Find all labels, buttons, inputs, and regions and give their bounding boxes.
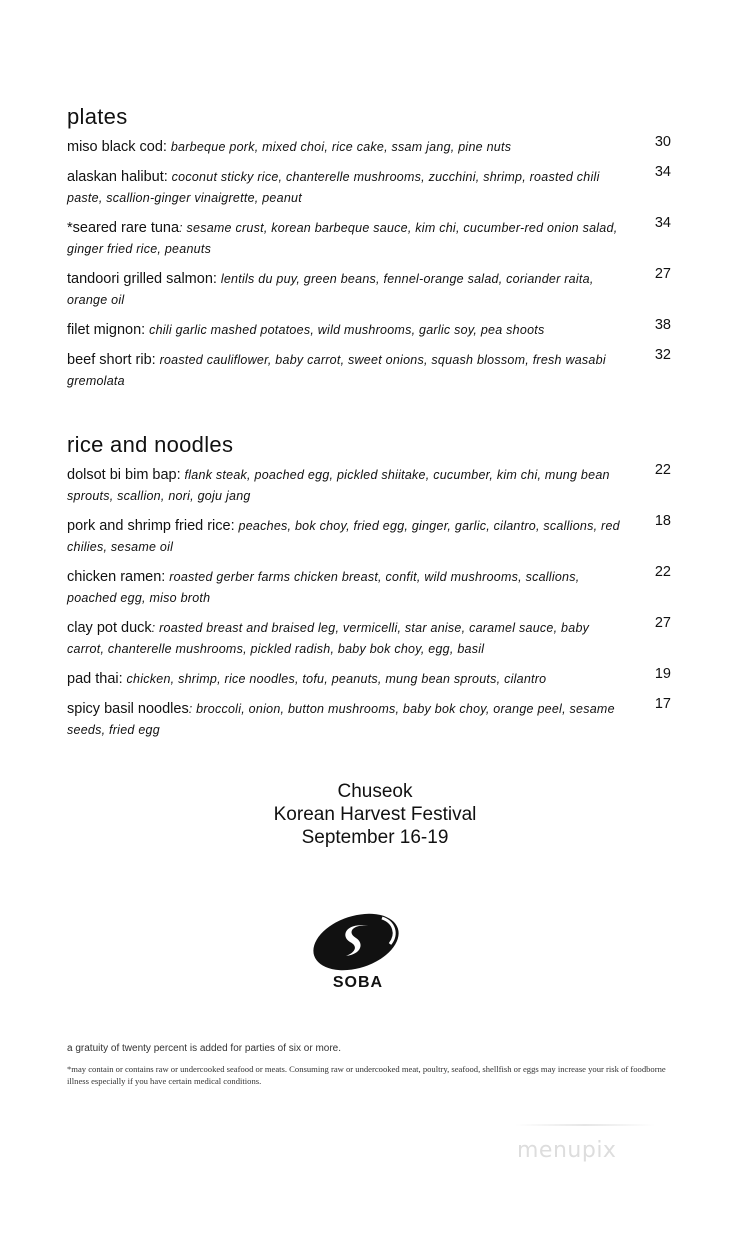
festival-announcement bbox=[0, 780, 750, 849]
fine-print bbox=[67, 1043, 687, 1087]
menu-item bbox=[67, 319, 673, 340]
item-text bbox=[67, 668, 621, 689]
item-price: 22 bbox=[654, 462, 671, 478]
item-text bbox=[67, 566, 621, 608]
item-price: 17 bbox=[654, 696, 671, 712]
item-description: roasted cauliflower, baby carrot, sweet onions, squash blossom, fresh wasabi gremolata bbox=[67, 353, 606, 388]
item-text bbox=[67, 319, 621, 340]
item-price: 27 bbox=[654, 266, 671, 282]
item-text bbox=[67, 217, 621, 259]
item-name: *seared rare tuna bbox=[67, 220, 180, 236]
item-text bbox=[67, 268, 621, 310]
plates-title: plates bbox=[67, 104, 128, 129]
watermark-text: menupix bbox=[517, 1138, 617, 1163]
item-price: 18 bbox=[654, 513, 671, 529]
item-description: : roasted breast and braised leg, vermicelli, star anise, caramel sauce, baby carrot, chanterelle mushrooms, pickled radish, baby bok choy, egg, basil bbox=[67, 621, 590, 656]
menu-item bbox=[67, 617, 673, 659]
item-description: lentils du puy, green beans, fennel-orange salad, coriander raita, orange oil bbox=[67, 272, 594, 307]
plates-section bbox=[67, 104, 673, 400]
item-price: 34 bbox=[654, 164, 671, 180]
item-text bbox=[67, 464, 621, 506]
item-name: beef short rib: bbox=[67, 352, 156, 368]
menu-item bbox=[67, 515, 673, 557]
festival-dates: September 16-19 bbox=[301, 827, 449, 848]
menu-item bbox=[67, 217, 673, 259]
menu-item bbox=[67, 464, 673, 506]
item-description: chicken, shrimp, rice noodles, tofu, peanuts, mung bean sprouts, cilantro bbox=[126, 672, 547, 686]
item-description: : sesame crust, korean barbeque sauce, kim chi, cucumber-red onion salad, ginger fried rice, peanuts bbox=[67, 221, 618, 256]
item-description: peaches, bok choy, fried egg, ginger, garlic, cilantro, scallions, red chilies, sesame oil bbox=[67, 519, 620, 554]
item-name: alaskan halibut: bbox=[67, 169, 168, 185]
item-price: 32 bbox=[654, 347, 671, 363]
rice-noodles-section bbox=[67, 432, 673, 749]
item-price: 34 bbox=[654, 215, 671, 231]
festival-subtitle: Korean Harvest Festival bbox=[273, 804, 477, 825]
item-description: coconut sticky rice, chanterelle mushrooms, zucchini, shrimp, roasted chili paste, scallion-ginger vinaigrette, peanut bbox=[67, 170, 600, 205]
menu-item bbox=[67, 268, 673, 310]
item-text bbox=[67, 349, 621, 391]
item-text bbox=[67, 698, 621, 740]
item-name: spicy basil noodles bbox=[67, 701, 189, 717]
item-name: filet mignon: bbox=[67, 322, 146, 338]
item-description: barbeque pork, mixed choi, rice cake, ssam jang, pine nuts bbox=[170, 140, 512, 154]
menu-item bbox=[67, 166, 673, 208]
item-name: miso black cod: bbox=[67, 139, 167, 155]
item-name: pork and shrimp fried rice: bbox=[67, 518, 235, 534]
rice-noodles-title: rice and noodles bbox=[67, 432, 234, 457]
item-text bbox=[67, 515, 621, 557]
soba-logo bbox=[310, 908, 406, 998]
item-name: tandoori grilled salmon: bbox=[67, 271, 217, 287]
item-price: 30 bbox=[654, 134, 671, 150]
item-description: roasted gerber farms chicken breast, confit, wild mushrooms, scallions, poached egg, miso broth bbox=[67, 570, 580, 605]
menu-item bbox=[67, 136, 673, 157]
gratuity-note: a gratuity of twenty percent is added for parties of six or more. bbox=[67, 1043, 342, 1054]
menu-item bbox=[67, 349, 673, 391]
item-name: pad thai: bbox=[67, 671, 123, 687]
item-text bbox=[67, 166, 621, 208]
menu-item bbox=[67, 668, 673, 689]
health-disclaimer: *may contain or contains raw or undercooked seafood or meats. Consuming raw or undercooked meat, poultry, seafood, shellfish or eggs may increase your risk of foodborne illness especially if you have certain medical conditions. bbox=[67, 1064, 666, 1086]
item-name: chicken ramen: bbox=[67, 569, 166, 585]
item-text bbox=[67, 136, 621, 157]
item-price: 38 bbox=[654, 317, 671, 333]
item-description: flank steak, poached egg, pickled shiitake, cucumber, kim chi, mung bean sprouts, scallion, nori, goju jang bbox=[67, 468, 610, 503]
item-description: chili garlic mashed potatoes, wild mushrooms, garlic soy, pea shoots bbox=[149, 323, 545, 337]
item-price: 19 bbox=[654, 666, 671, 682]
item-name: clay pot duck bbox=[67, 620, 152, 636]
festival-name: Chuseok bbox=[337, 781, 413, 802]
menu-item bbox=[67, 566, 673, 608]
menu-item bbox=[67, 698, 673, 740]
item-price: 22 bbox=[654, 564, 671, 580]
watermark-divider bbox=[515, 1124, 655, 1126]
item-price: 27 bbox=[654, 615, 671, 631]
logo-wordmark: SOBA bbox=[332, 974, 384, 991]
item-text bbox=[67, 617, 621, 659]
item-description: : broccoli, onion, button mushrooms, baby bok choy, orange peel, sesame seeds, fried egg bbox=[67, 702, 615, 737]
soba-logo-icon bbox=[310, 908, 406, 972]
watermark bbox=[515, 1124, 655, 1164]
item-name: dolsot bi bim bap: bbox=[67, 467, 181, 483]
